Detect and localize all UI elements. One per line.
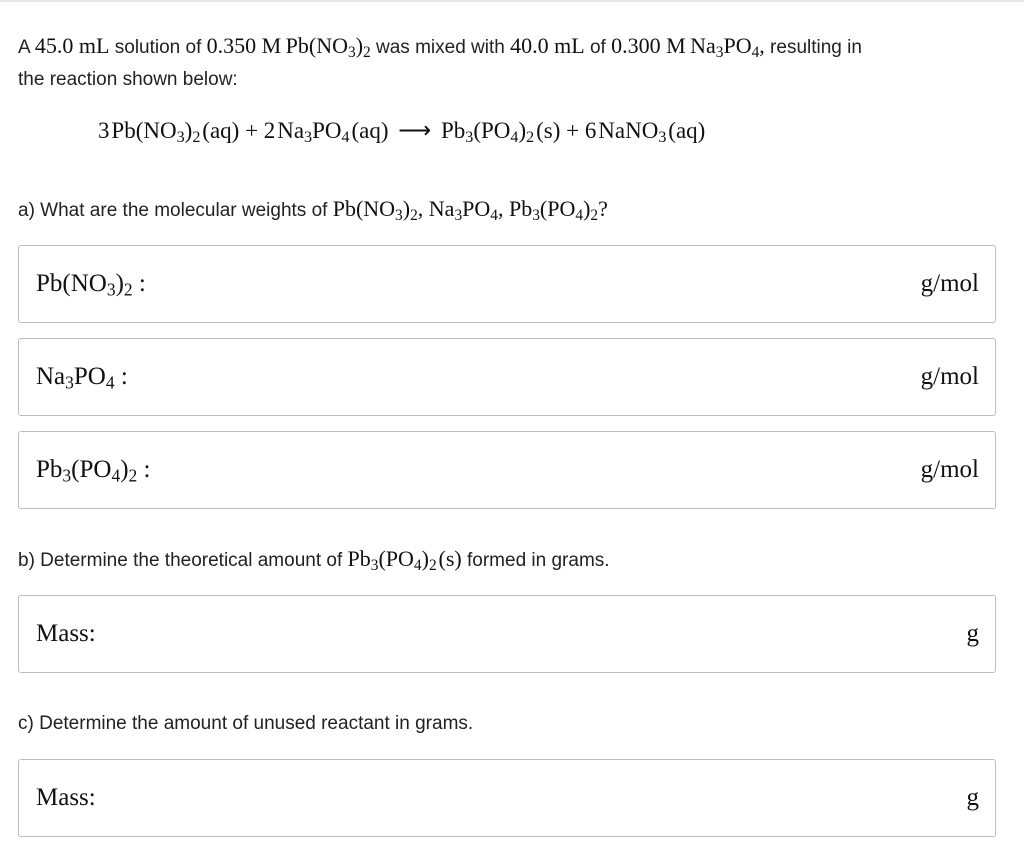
theoretical-mass-input[interactable] xyxy=(149,612,865,656)
problem-statement xyxy=(18,30,998,95)
unit-label: g/mol xyxy=(920,456,979,483)
answer-label: $Na_3PO_4$ : xyxy=(36,363,128,393)
unit-label: g xyxy=(966,620,979,647)
concentration-1: 0.350 M xyxy=(206,33,282,58)
problem-line-2: the reaction shown below: xyxy=(18,69,238,90)
unit-label: g/mol xyxy=(920,270,979,297)
molar-mass-input-lead-nitrate[interactable] xyxy=(249,262,865,306)
molar-mass-input-lead-phosphate[interactable] xyxy=(249,448,865,492)
question-c: c) Determine the amount of unused reactant in grams. xyxy=(18,713,474,734)
answer-label: Mass: xyxy=(36,620,96,647)
unit-label: g/mol xyxy=(920,363,979,390)
answer-box-sodium-phosphate[interactable] xyxy=(18,338,996,416)
product-sodium-nitrate: NaNO$_3$ xyxy=(598,118,667,147)
answer-label: Mass: xyxy=(36,784,96,811)
answer-box-lead-phosphate[interactable] xyxy=(18,431,996,509)
reaction-arrow-icon: ⟶ xyxy=(398,118,432,143)
question-b: b) Determine the theoretical amount of $Pb_3(PO_4)_2$ (s) formed in grams. xyxy=(18,546,610,574)
answer-box-theoretical-mass[interactable] xyxy=(18,595,996,673)
answer-box-lead-nitrate[interactable] xyxy=(18,245,996,323)
volume-2: 40.0 mL xyxy=(510,33,585,58)
concentration-2: 0.300 M xyxy=(611,33,686,58)
answer-label: $Pb_3(PO_4)_2$ : xyxy=(36,456,151,486)
answer-label: $Pb(NO_3)_2$ : xyxy=(36,270,146,300)
unused-reactant-mass-input[interactable] xyxy=(149,776,865,820)
reactant-lead-nitrate: $Pb(NO_3)_2$ xyxy=(111,118,201,147)
top-divider xyxy=(0,0,1024,2)
volume-1: 45.0 mL xyxy=(34,33,110,58)
problem-line-1: A 45.0 mL solution of 0.350 M $Pb(NO_3)_2$ was mixed with 40.0 mL of 0.300 M $Na_3PO_4$, resulting in xyxy=(18,33,862,61)
molar-mass-input-sodium-phosphate[interactable] xyxy=(249,355,865,399)
formula-lead-nitrate: $Pb(NO_3)_2$ xyxy=(285,33,371,61)
formula-sodium-phosphate: $Na_3PO_4$, xyxy=(690,33,765,61)
reaction-equation: 3 $Pb(NO_3)_2$ (aq) + 2 $Na_3PO_4$ (aq) ⟶ $Pb_3(PO_4)_2$ (s) + 6 NaNO$_3$ (aq) xyxy=(98,118,706,147)
product-lead-phosphate: $Pb_3(PO_4)_2$ xyxy=(440,118,535,147)
unit-label: g xyxy=(966,784,979,811)
answer-box-unused-reactant[interactable] xyxy=(18,759,996,837)
reactant-sodium-phosphate: $Na_3PO_4$ xyxy=(277,118,350,147)
question-a: a) What are the molecular weights of $Pb(NO_3)_2$, $Na_3PO_4$, $Pb_3(PO_4)_2$? xyxy=(18,196,608,224)
